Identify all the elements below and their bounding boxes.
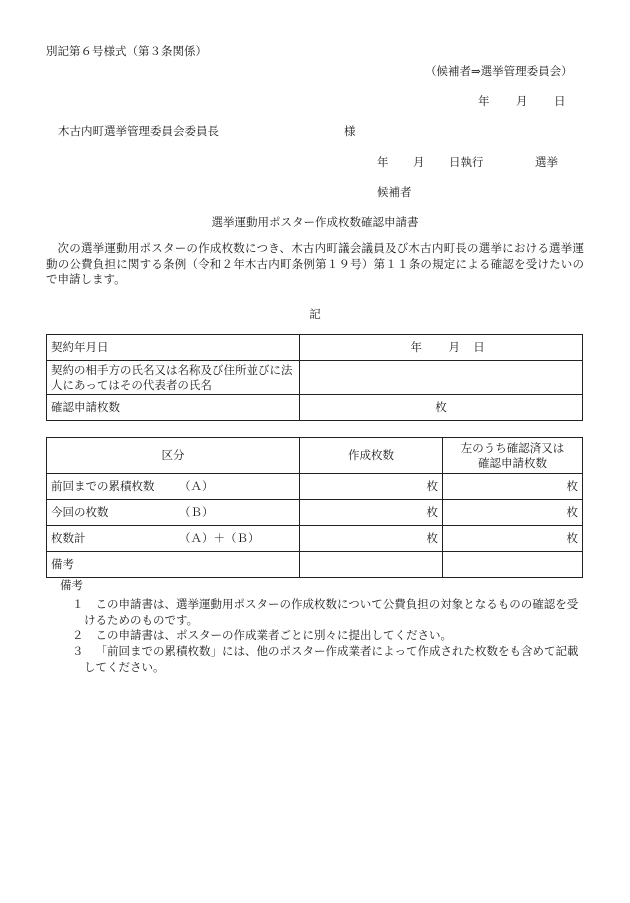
note-number: １: [72, 597, 84, 611]
contract-year: 年: [410, 340, 422, 355]
requested-count-value: 枚: [300, 395, 583, 421]
row-label: [47, 474, 300, 500]
addressee-name: 木古内町選挙管理委員会委員長: [58, 124, 219, 138]
election-kind: 選挙: [535, 155, 558, 169]
row-created: 枚: [300, 526, 443, 552]
row-label: [47, 500, 300, 526]
row-code: （Ａ）＋（Ｂ）: [179, 531, 260, 546]
contract-date-label: 契約年月日: [47, 335, 300, 361]
election-year: 年: [377, 155, 389, 169]
header-created: 作成枚数: [300, 438, 443, 474]
note-text: 「前回までの累積枚数」には、他のポスター作成業者によって作成された枚数をも含めて記載してください。: [84, 644, 579, 674]
note-item: [72, 628, 582, 644]
count-table: [46, 437, 583, 578]
header-confirmed-line1: 左のうち確認済又は: [460, 440, 565, 455]
contract-party-value: [300, 361, 583, 395]
table-header-row: [47, 438, 583, 474]
header-confirmed: [443, 438, 583, 474]
election-line: [377, 155, 558, 170]
row-code: （Ａ）: [179, 479, 214, 494]
document-title: 選挙運動用ポスター作成枚数確認申請書: [211, 215, 419, 229]
date-month: 月: [516, 94, 528, 108]
note-number: ２: [72, 628, 84, 642]
date-day: 日: [554, 94, 566, 108]
election-day-exec: 日執行: [449, 155, 484, 169]
row-confirmed: 枚: [443, 474, 583, 500]
row-confirmed: 枚: [443, 500, 583, 526]
row-confirmed: 枚: [443, 526, 583, 552]
note-text: この申請書は、ポスターの作成業者ごとに別々に提出してください。: [95, 628, 452, 642]
table-row: [47, 335, 583, 361]
contract-date-value: [300, 335, 583, 361]
form-id: 別記第６号様式（第３条関係）: [46, 44, 207, 58]
contract-day: 日: [473, 340, 485, 355]
note-text: この申請書は、選挙運動用ポスターの作成枚数について公費負担の対象となるものの確認を受けるためのものです。: [84, 597, 579, 627]
table-row: [47, 361, 583, 395]
note-item: [72, 644, 582, 675]
requested-count-label: 確認申請枚数: [47, 395, 300, 421]
row-label-text: 枚数計: [51, 531, 86, 546]
contract-table: [46, 334, 583, 421]
contract-month: 月: [448, 340, 460, 355]
addressee-honorific: 様: [344, 124, 356, 138]
remarks-created: [300, 552, 443, 578]
ki-marker: 記: [309, 307, 321, 321]
election-month: 月: [413, 155, 425, 169]
body-paragraph: 次の選挙運動用ポスターの作成枚数につき、木古内町議会議員及び木古内町長の選挙における選挙運動の公費負担に関する条例（令和２年木古内町条例第１９号）第１１条の規定による確認を受けたいので申請します。: [46, 241, 584, 286]
header-confirmed-line2: 確認申請枚数: [478, 455, 547, 470]
route-note: （候補者⇒選挙管理委員会）: [425, 64, 573, 78]
date-line: [478, 94, 566, 109]
table-row: [47, 552, 583, 578]
remarks-confirmed: [443, 552, 583, 578]
candidate-label: 候補者: [377, 185, 412, 199]
notes-title: 備考: [60, 578, 83, 592]
row-label-text: 今回の枚数: [51, 505, 109, 520]
table-row: [47, 474, 583, 500]
header-category: 区分: [47, 438, 300, 474]
table-row: [47, 500, 583, 526]
row-label-text: 前回までの累積枚数: [51, 479, 155, 494]
table-row: [47, 526, 583, 552]
date-year: 年: [478, 94, 490, 108]
row-code: （Ｂ）: [179, 505, 214, 520]
contract-party-label: 契約の相手方の氏名又は名称及び住所並びに法人にあってはその代表者の氏名: [47, 361, 300, 395]
note-item: [72, 597, 582, 628]
row-label: [47, 526, 300, 552]
row-created: 枚: [300, 474, 443, 500]
note-number: ３: [72, 644, 84, 658]
row-created: 枚: [300, 500, 443, 526]
table-row: [47, 395, 583, 421]
remarks-label: 備考: [47, 552, 300, 578]
